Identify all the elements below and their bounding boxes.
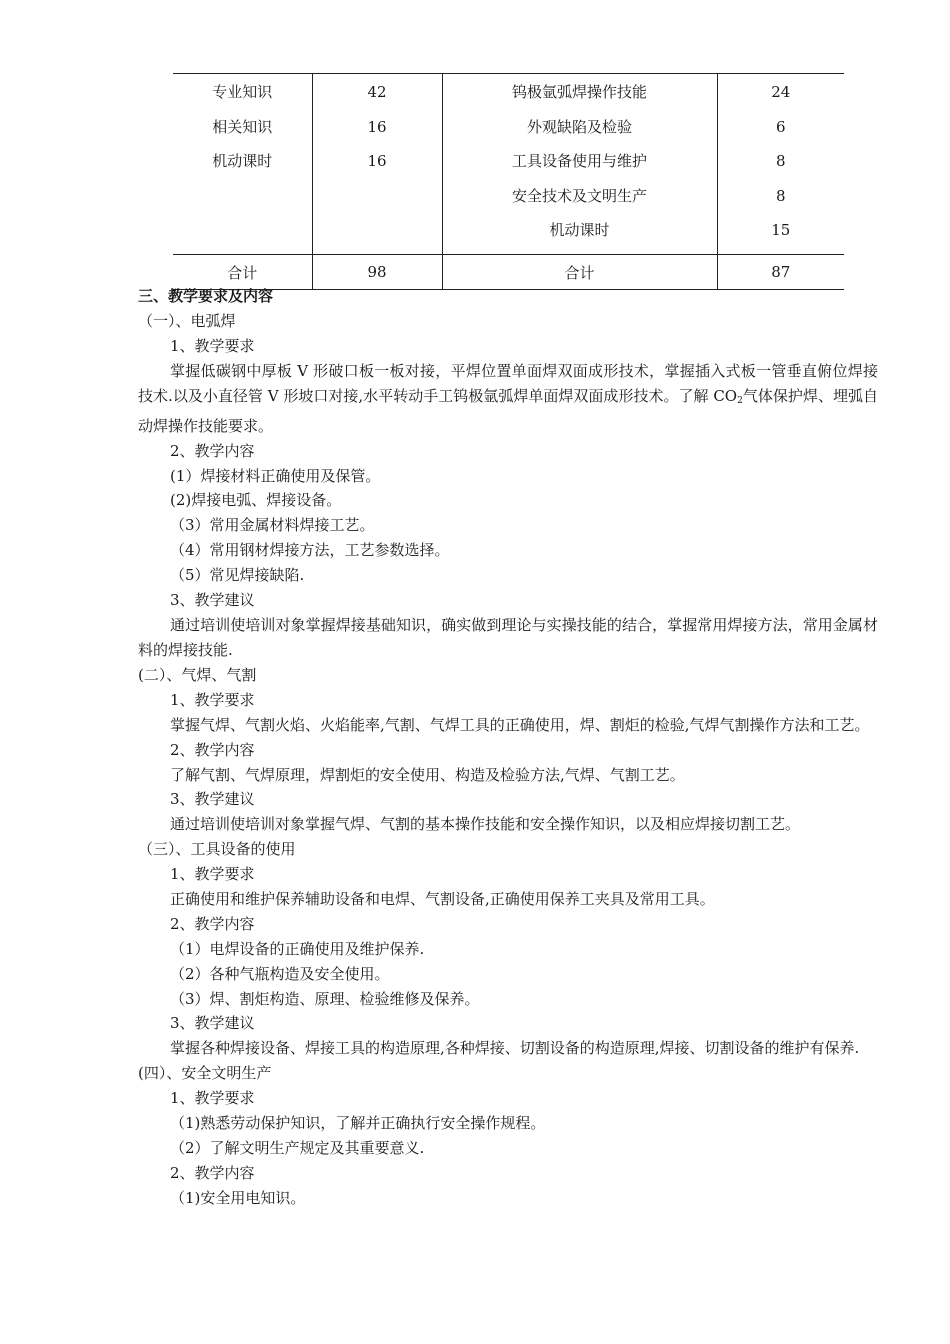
list-item: （3）焊、割炬构造、原理、检验维修及保养。 (170, 989, 480, 1008)
list-item: （4）常用钢材焊接方法，工艺参数选择。 (170, 541, 450, 560)
table-cell: 16 (367, 152, 387, 171)
list-item: （2）各种气瓶构造及安全使用。 (170, 964, 390, 983)
list-item: （1)熟悉劳动保护知识，了解并正确执行安全操作规程。 (170, 1114, 546, 1133)
paragraph (138, 359, 878, 439)
subsection-heading: （三）、工具设备的使用 (138, 840, 296, 859)
list-item: （3）常用金属材料焊接工艺。 (170, 516, 375, 535)
table-cell: 15 (771, 221, 791, 240)
item-heading: 1、教学要求 (170, 690, 255, 709)
table-cell: 42 (367, 83, 387, 101)
list-item: （1)安全用电知识。 (170, 1188, 306, 1207)
paragraph: 掌握各种焊接设备、焊接工具的构造原理,各种焊接、切割设备的构造原理,焊接、切割设备的维护有保养. (170, 1039, 860, 1058)
table-cell: 钨极氩弧焊操作技能 (511, 83, 647, 101)
right-items-cell (442, 74, 717, 255)
table-cell: 合计 (173, 255, 312, 290)
document-body (138, 284, 878, 1211)
item-heading: 1、教学要求 (170, 336, 255, 355)
table-cell: 8 (775, 152, 786, 171)
paragraph: 通过培训使培训对象掌握焊接基础知识，确实做到理论与实操技能的结合，掌握常用焊接方法，常用金属材料的焊接技能. (138, 615, 878, 659)
list-item: （5）常见焊接缺陷. (170, 566, 305, 585)
table-cell: 24 (771, 83, 791, 101)
table-cell: 87 (717, 255, 844, 290)
table-cell: 98 (312, 255, 442, 290)
item-heading: 3、教学建议 (170, 790, 255, 809)
list-item: (1）焊接材料正确使用及保管。 (170, 466, 381, 485)
table-cell: 机动课时 (549, 221, 610, 240)
paragraph: 掌握气焊、气割火焰、火焰能率,气割、气焊工具的正确使用，焊、割炬的检验,气焊气割操作方法和工艺。 (170, 715, 870, 734)
item-heading: 1、教学要求 (170, 1089, 255, 1108)
right-hours-cell (717, 74, 844, 255)
subsection-heading: （一）、电弧焊 (138, 311, 236, 330)
table-cell: 外观缺陷及检验 (526, 117, 632, 136)
table-cell: 安全技术及文明生产 (511, 186, 647, 205)
item-heading: 3、教学建议 (170, 1014, 255, 1033)
subsection-heading: (四）、安全文明生产 (138, 1064, 272, 1083)
subsection-heading: (二）、气焊、气割 (138, 665, 257, 684)
course-hours-table (173, 73, 844, 290)
table-cell: 相关知识 (212, 117, 273, 136)
table-cell: 机动课时 (212, 152, 273, 171)
table-row (173, 74, 844, 255)
item-heading: 2、教学内容 (170, 740, 255, 759)
item-heading: 1、教学要求 (170, 865, 255, 884)
table-cell: 6 (775, 117, 786, 136)
paragraph-text: 气体保护焊、埋弧自动焊操作技能要求。 (138, 386, 878, 435)
list-item: （2）了解文明生产规定及其重要意义. (170, 1139, 425, 1158)
left-items-cell (173, 74, 312, 255)
paragraph: 通过培训使培训对象掌握气焊、气割的基本操作技能和安全操作知识，以及相应焊接切割工艺。 (170, 815, 801, 834)
table-cell: 8 (775, 186, 786, 205)
list-item: (2)焊接电弧、焊接设备。 (170, 491, 342, 510)
section-heading: 三、教学要求及内容 (138, 287, 274, 305)
item-heading: 2、教学内容 (170, 441, 255, 460)
item-heading: 3、教学建议 (170, 591, 255, 610)
table-cell: 专业知识 (212, 83, 273, 101)
left-hours-cell (312, 74, 442, 255)
paragraph: 正确使用和维护保养辅助设备和电焊、气割设备,正确使用保养工夹具及常用工具。 (170, 890, 715, 909)
item-heading: 2、教学内容 (170, 1163, 255, 1182)
table-cell: 16 (367, 117, 387, 136)
subscript: 2 (737, 395, 743, 406)
table-cell: 工具设备使用与维护 (511, 152, 647, 171)
list-item: （1）电焊设备的正确使用及维护保养. (170, 939, 425, 958)
item-heading: 2、教学内容 (170, 914, 255, 933)
paragraph-text: 掌握低碳钢中厚板 V 形破口板一板对接，平焊位置单面焊双面成形技术，掌握插入式板一管垂直俯位焊接技术.以及小直径管 V 形坡口对接,水平转动手工钨极氩弧焊单面焊双面成形技术。了解 CO (138, 361, 878, 405)
table-cell: 合计 (442, 255, 717, 290)
paragraph: 了解气割、气焊原理，焊割炬的安全使用、构造及检验方法,气焊、气割工艺。 (170, 765, 685, 784)
